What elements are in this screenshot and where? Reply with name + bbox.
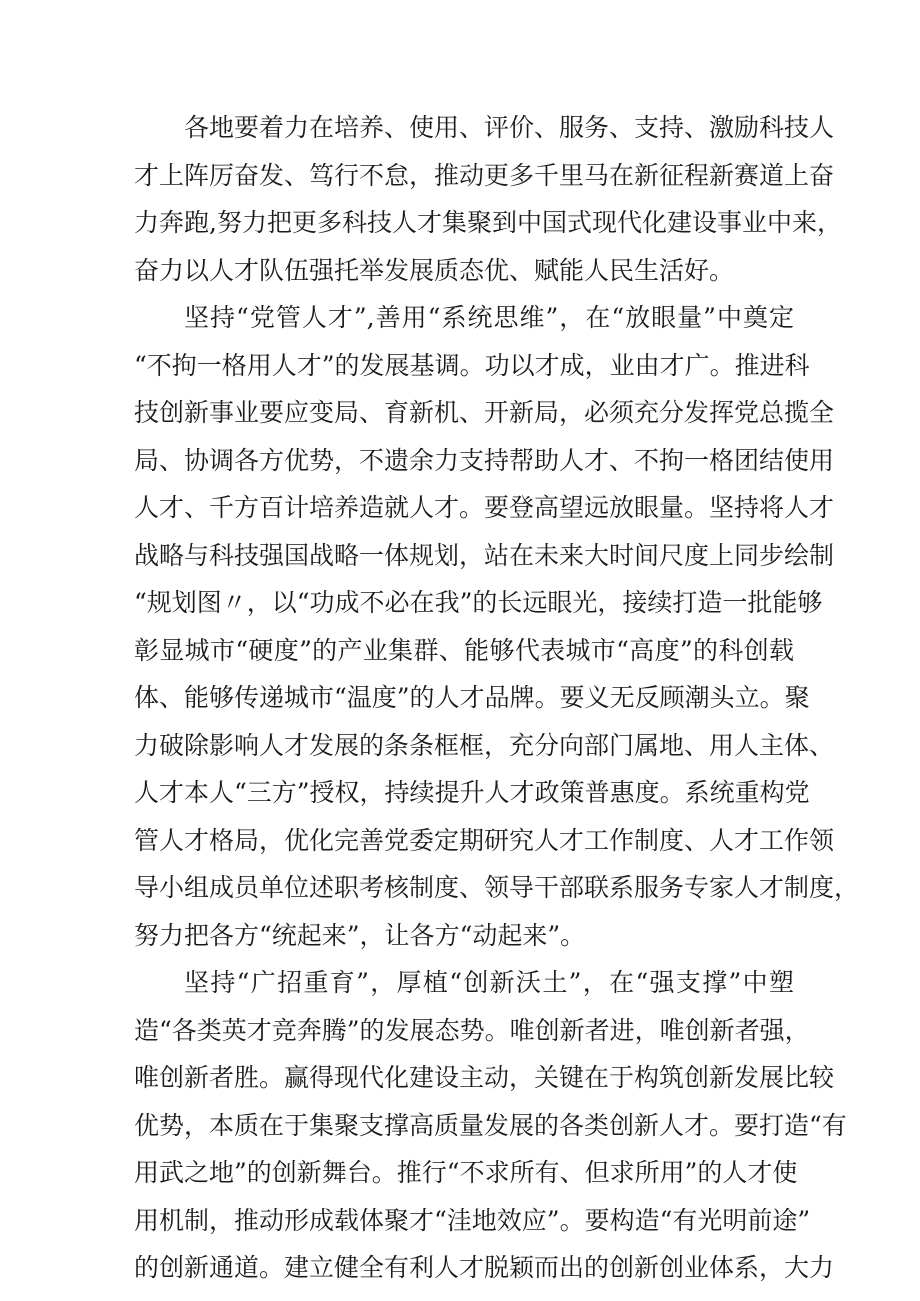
text-line: “不拘一格用人才”的发展基调。功以才成，业由才广。推进科 — [134, 350, 810, 380]
text-line: 彰显城市“硬度”的产业集群、能够代表城市“高度”的科创载 — [134, 635, 794, 665]
paragraph-3 — [134, 959, 847, 1292]
text-line: 优势，本质在于集聚支撑高质量发展的各类创新人才。要打造“有 — [134, 1110, 847, 1140]
paragraph-1 — [134, 104, 842, 294]
text-line: 战略与科技强国战略一体规划，站在未来大时间尺度上同步绘制 — [134, 540, 835, 570]
text-line: 坚持“党管人才”,善用“系统思维”，在“放眼量”中奠定 — [184, 303, 794, 332]
text-line: 造“各类英才竞奔腾”的发展态势。唯创新者进，唯创新者强， — [134, 1015, 810, 1045]
text-line: 技创新事业要应变局、育新机、开新局，必须充分发挥党总揽全 — [134, 398, 835, 427]
text-line: 人才本人“三方”授权，持续提升人才政策普惠度。系统重构党 — [134, 778, 810, 807]
text-line: 用机制，推动形成载体聚才“洼地效应”。要构造“有光明前途” — [134, 1205, 811, 1235]
text-line: 体、能够传递城市“温度”的人才品牌。要义无反顾潮头立。聚 — [134, 683, 810, 712]
text-line: 的创新通道。建立健全有利人才脱颖而出的创新创业体系，大力 — [134, 1253, 835, 1282]
text-line: 努力把各方“统起来”，让各方“动起来”。 — [134, 920, 586, 950]
text-line: 唯创新者胜。赢得现代化建设主动，关键在于构筑创新发展比较 — [134, 1063, 835, 1092]
text-line: 人才、千方百计培养造就人才。要登高望远放眼量。坚持将人才 — [134, 493, 835, 522]
text-line: 坚持“广招重育”，厚植“创新沃土”，在“强支撑”中塑 — [184, 968, 794, 997]
text-line: 各地要着力在培养、使用、评价、服务、支持、激励科技人 — [184, 113, 835, 142]
text-line: 才上阵厉奋发、笃行不怠，推动更多千里马在新征程新赛道上奋 — [134, 160, 835, 190]
paragraph-2 — [134, 294, 860, 959]
text-line: 力破除影响人才发展的条条框框，充分向部门属地、用人主体、 — [134, 730, 835, 760]
text-line: 管人才格局，优化完善党委定期研究人才工作制度、人才工作领 — [134, 825, 835, 855]
text-line: 局、协调各方优势，不遗余力支持帮助人才、不拘一格团结使用 — [134, 445, 835, 475]
document-body — [134, 104, 860, 1292]
text-line: 力奔跑,努力把更多科技人才集聚到中国式现代化建设事业中来， — [134, 208, 842, 237]
text-line: 导小组成员单位述职考核制度、领导干部联系服务专家人才制度， — [134, 873, 860, 902]
text-line: 奋力以人才队伍强托举发展质态优、赋能人民生活好。 — [134, 255, 735, 285]
text-line: “规划图〃，以“功成不必在我”的长远眼光，接续打造一批能够 — [134, 588, 823, 617]
text-line: 用武之地”的创新舞台。推行“不求所有、但求所用”的人才使 — [134, 1158, 798, 1187]
